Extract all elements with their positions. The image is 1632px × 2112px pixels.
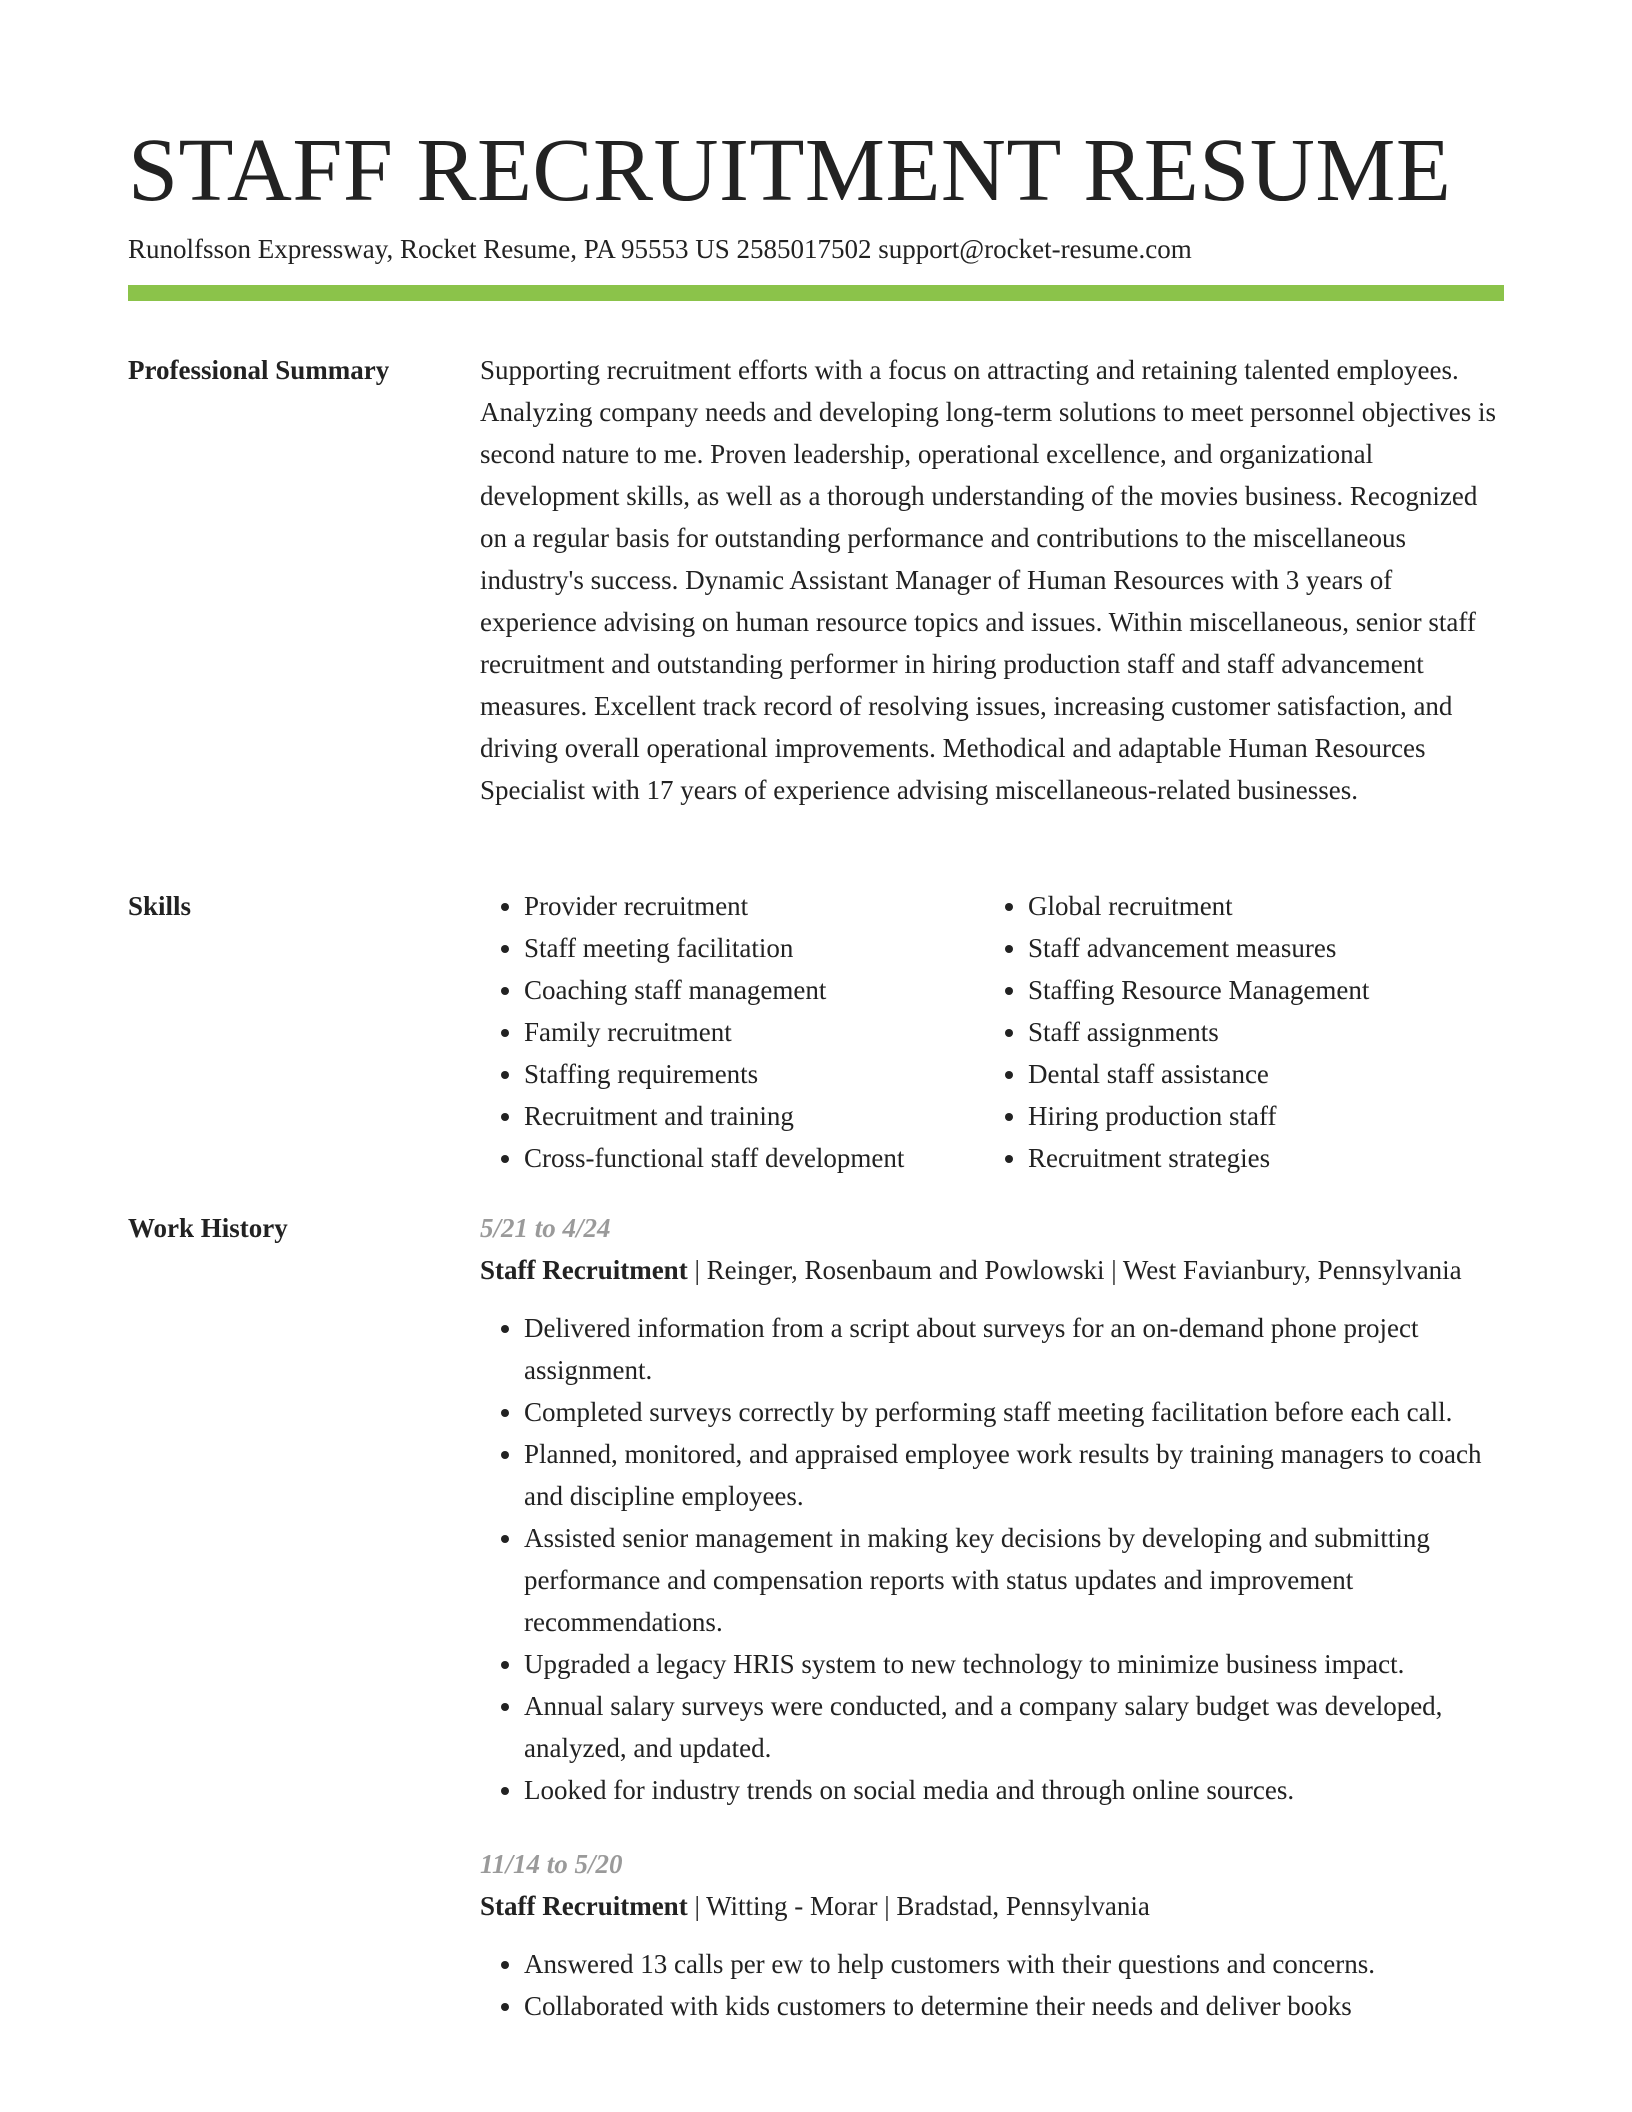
resume-title: STAFF RECRUITMENT RESUME bbox=[128, 121, 1452, 220]
skills-list-right bbox=[984, 885, 1488, 1179]
skills-list-left bbox=[480, 885, 984, 1179]
skill-item: • Staffing requirements bbox=[524, 1053, 984, 1095]
skill-item: • Recruitment strategies bbox=[1028, 1137, 1488, 1179]
job-bullet: • Looked for industry trends on social media and through online sources. bbox=[524, 1769, 1504, 1811]
skill-item: • Dental staff assistance bbox=[1028, 1053, 1488, 1095]
job-title: Staff Recruitment bbox=[480, 1891, 688, 1921]
section-label-skills: Skills bbox=[128, 891, 192, 921]
job-bullet: • Answered 13 calls per ew to help customers with their questions and concerns. bbox=[524, 1943, 1504, 1985]
job-details: | Reinger, Rosenbaum and Powlowski | West Favianbury, Pennsylvania bbox=[687, 1255, 1462, 1285]
summary-section bbox=[480, 349, 1504, 811]
job-heading bbox=[480, 1885, 1504, 1927]
skill-item: • Global recruitment bbox=[1028, 885, 1488, 927]
skill-item: • Recruitment and training bbox=[524, 1095, 984, 1137]
accent-divider bbox=[128, 285, 1504, 301]
job-bullets bbox=[480, 1307, 1504, 1811]
summary-text: Supporting recruitment efforts with a focus on attracting and retaining talented employees. Analyzing company needs and developing long-term solutions to meet personnel objectives is second nature to me. Proven leadership, operational excellence, and organizational development skills, as well as a thorough understanding of the movies business. Recognized on a regular basis for outstanding performance and contributions to the miscellaneous industry's success. Dynamic Assistant Manager of Human Resources with 3 years of experience advising on human resource topics and issues. Within miscellaneous, senior staff recruitment and outstanding performer in hiring production staff and staff advancement measures. Excellent track record of resolving issues, increasing customer satisfaction, and driving overall operational improvements. Methodical and adaptable Human Resources Specialist with 17 years of experience advising miscellaneous-related businesses. bbox=[480, 355, 1497, 805]
section-label-work-history: Work History bbox=[128, 1213, 288, 1243]
job-title: Staff Recruitment bbox=[480, 1255, 688, 1285]
job-heading bbox=[480, 1249, 1504, 1291]
skill-item: • Staff meeting facilitation bbox=[524, 927, 984, 969]
skill-item: • Hiring production staff bbox=[1028, 1095, 1488, 1137]
job-dates: 11/14 to 5/20 bbox=[480, 1849, 623, 1879]
job-bullets bbox=[480, 1943, 1504, 2027]
skill-item: • Cross-functional staff development bbox=[524, 1137, 984, 1179]
work-history-section bbox=[480, 1207, 1504, 2027]
job-bullet: • Completed surveys correctly by performing staff meeting facilitation before each call. bbox=[524, 1391, 1504, 1433]
skills-section bbox=[480, 885, 1504, 1179]
skill-item: • Provider recruitment bbox=[524, 885, 984, 927]
job-entry bbox=[480, 1207, 1504, 1811]
job-bullet: • Upgraded a legacy HRIS system to new technology to minimize business impact. bbox=[524, 1643, 1504, 1685]
job-details: | Witting - Morar | Bradstad, Pennsylvania bbox=[687, 1891, 1150, 1921]
skills-grid bbox=[480, 885, 1504, 1179]
job-bullet: • Collaborated with kids customers to determine their needs and deliver books bbox=[524, 1985, 1504, 2027]
section-label-summary: Professional Summary bbox=[128, 355, 390, 385]
job-bullet: • Planned, monitored, and appraised employee work results by training managers to coach and discipline employees. bbox=[524, 1433, 1504, 1517]
job-bullet: • Delivered information from a script about surveys for an on-demand phone project assignment. bbox=[524, 1307, 1504, 1391]
job-bullet: • Annual salary surveys were conducted, and a company salary budget was developed, analyzed, and updated. bbox=[524, 1685, 1504, 1769]
skill-item: • Staff advancement measures bbox=[1028, 927, 1488, 969]
skill-item: • Family recruitment bbox=[524, 1011, 984, 1053]
job-entry bbox=[480, 1843, 1504, 2027]
contact-line: Runolfsson Expressway, Rocket Resume, PA 95553 US 2585017502 support@rocket-resume.com bbox=[128, 234, 1192, 264]
job-bullet: • Assisted senior management in making key decisions by developing and submitting performance and compensation reports with status updates and improvement recommendations. bbox=[524, 1517, 1504, 1643]
skill-item: • Staff assignments bbox=[1028, 1011, 1488, 1053]
job-dates: 5/21 to 4/24 bbox=[480, 1213, 611, 1243]
skill-item: • Coaching staff management bbox=[524, 969, 984, 1011]
skill-item: • Staffing Resource Management bbox=[1028, 969, 1488, 1011]
